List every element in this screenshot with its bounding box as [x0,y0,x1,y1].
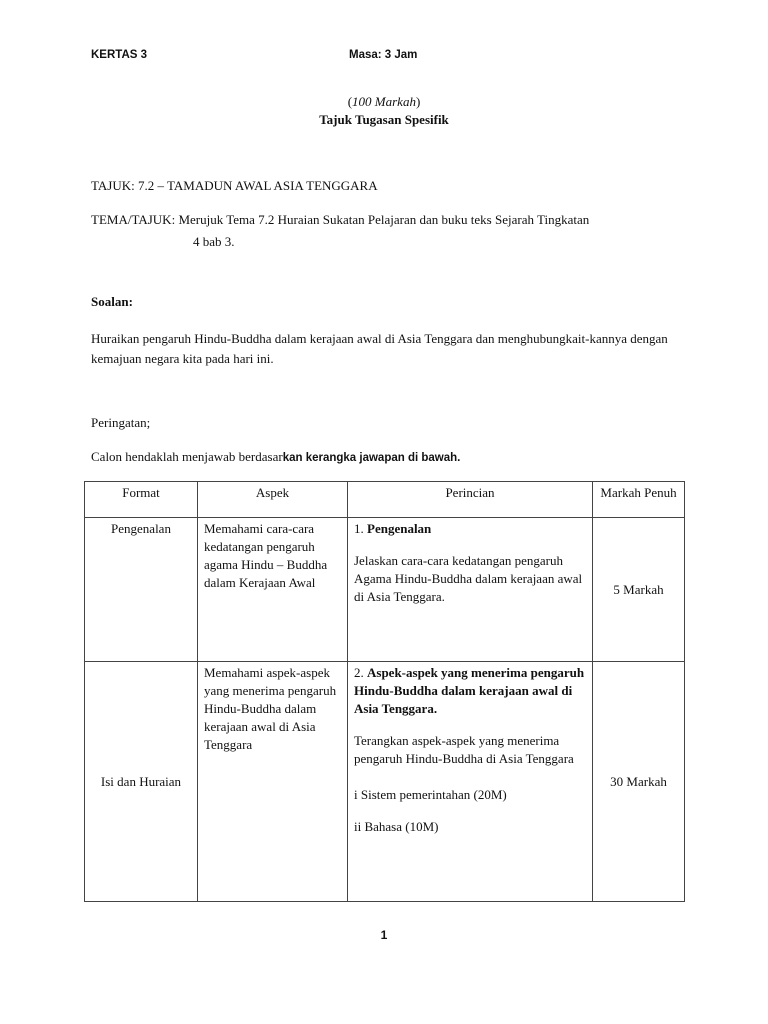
row-2-format: Isi dan Huraian [85,662,198,902]
question-text: Huraikan pengaruh Hindu-Buddha dalam kerajaan awal di Asia Tenggara dan menghubungkait-kannya dengan kemajuan negara kita pada hari ini. [91,331,668,366]
table-row [85,662,685,902]
warning-text-b: kan kerangka jawapan di bawah. [282,452,461,464]
row-2-markah: 30 Markah [593,662,685,902]
row-1-perincian-text: Jelaskan cara-cara kedatangan pengaruh Agama Hindu-Buddha dalam kerajaan awal di Asia Tenggara. [354,553,583,604]
row-1-number: 1. [354,521,367,536]
task-heading: Tajuk Tugasan Spesifik [319,112,449,127]
total-marks-value: 100 Markah [352,94,416,109]
row-1-aspek: Memahami cara-cara kedatangan pengaruh agama Hindu – Buddha dalam Kerajaan Awal [198,518,348,662]
row-1-title: Pengenalan [367,521,432,536]
table-header-row [85,482,685,518]
header-aspek: Aspek [198,482,348,518]
header-perincian: Perincian [348,482,593,518]
paren-open: ( [347,94,353,109]
row-2-number: 2. [354,665,367,680]
warning-text-a: Calon hendaklah menjawab berdasar [91,449,283,464]
row-1-perincian [348,518,593,662]
page-number: 1 [380,928,388,942]
duration-label: Masa: 3 Jam [349,49,418,61]
header-markah: Markah Penuh [593,482,685,518]
table-row [85,518,685,662]
total-marks [0,94,768,110]
row-2-perincian-text: Terangkan aspek-aspek yang menerima pengaruh Hindu-Buddha di Asia Tenggara [354,733,574,766]
theme-line-2: 4 bab 3. [193,234,235,249]
topic-line: TAJUK: 7.2 – TAMADUN AWAL ASIA TENGGARA [91,178,378,193]
answer-framework-table [84,481,685,902]
header-format: Format [85,482,198,518]
row-1-format: Pengenalan [85,518,198,662]
question-label: Soalan: [91,294,133,309]
row-2-perincian [348,662,593,902]
warning-text [91,449,460,465]
paper-label: KERTAS 3 [91,49,148,61]
row-2-title: Aspek-aspek yang menerima pengaruh Hindu-Buddha dalam kerajaan awal di Asia Tenggara. [354,665,585,716]
theme-label: TEMA/TAJUK: [91,212,176,227]
paren-close: ) [415,94,421,109]
theme-line-1: Merujuk Tema 7.2 Huraian Sukatan Pelajaran dan buku teks Sejarah Tingkatan [178,212,590,227]
row-2-perincian-heading [354,664,586,718]
row-2-sub-item: i Sistem pemerintahan (20M) [354,787,507,802]
row-1-perincian-heading [354,520,586,538]
warning-label: Peringatan; [91,415,151,430]
row-1-markah: 5 Markah [593,518,685,662]
row-2-aspek: Memahami aspek-aspek yang menerima pengaruh Hindu-Buddha dalam kerajaan awal di Asia Tenggara [198,662,348,902]
theme-block [91,212,589,228]
row-2-sub-item: ii Bahasa (10M) [354,819,439,834]
